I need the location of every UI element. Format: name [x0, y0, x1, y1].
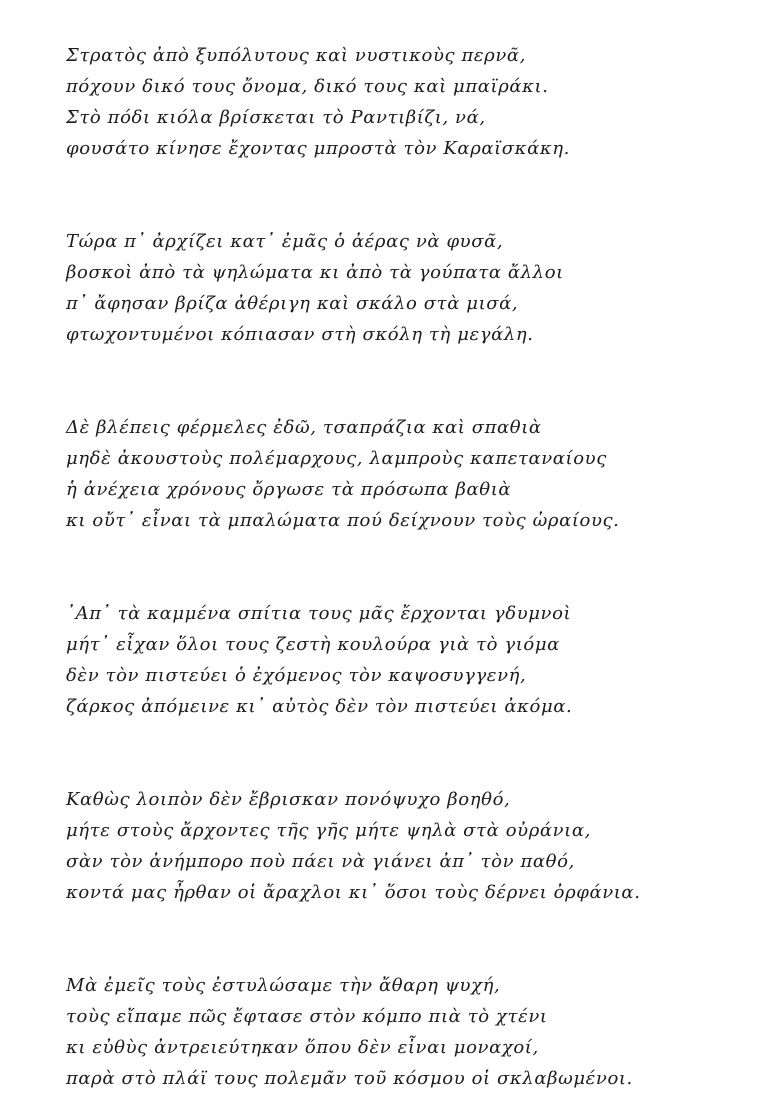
verse-line: δὲν τὸν πιστεύει ὁ ἐχόμενος τὸν καψοσυγγενή,	[66, 665, 527, 686]
verse-line: Στὸ πόδι κιόλα βρίσκεται τὸ Ραντιβίζι, νά,	[66, 107, 486, 128]
verse-line: Στρατὸς ἀπὸ ξυπόλυτους καὶ νυστικοὺς περνᾶ,	[66, 45, 526, 66]
stanza	[66, 970, 746, 1094]
stanza	[66, 784, 746, 908]
verse-line: Μὰ ἐμεῖς τοὺς ἐστυλώσαμε τὴν ἄθαρη ψυχή,	[66, 975, 501, 996]
verse-line: κι οὔτ᾽ εἶναι τὰ μπαλώματα πού δείχνουν τοὺς ὡραίους.	[66, 510, 620, 531]
verse-line: φουσάτο κίνησε ἔχοντας μπροστὰ τὸν Καραϊσκάκη.	[66, 138, 570, 159]
verse-line: Δὲ βλέπεις φέρμελες ἐδῶ, τσαπράζια καὶ σπαθιὰ	[66, 417, 542, 438]
stanza	[66, 226, 746, 350]
verse-line: ζάρκος ἀπόμεινε κι᾽ αὐτὸς δὲν τὸν πιστεύει ἀκόμα.	[66, 696, 573, 717]
verse-line: μηδὲ ἀκουστοὺς πολέμαρχους, λαμπροὺς καπεταναίους	[66, 448, 607, 469]
verse-line: κοντά μας ἦρθαν οἱ ἄραχλοι κι᾽ ὅσοι τοὺς δέρνει ὀρφάνια.	[66, 882, 641, 903]
verse-line: Καθὼς λοιπὸν δὲν ἔβρισκαν πονόψυχο βοηθό,	[66, 789, 511, 810]
verse-line: σὰν τὸν ἀνήμπορο ποὺ πάει νὰ γιάνει ἀπ᾽ τὸν παθό,	[66, 851, 575, 872]
poem-text	[66, 40, 746, 1094]
verse-line: κι εὐθὺς ἀντρειεύτηκαν ὅπου δὲν εἶναι μοναχοί,	[66, 1037, 539, 1058]
verse-line: μήτε στοὺς ἄρχοντες τῆς γῆς μήτε ψηλὰ στὰ οὐράνια,	[66, 820, 591, 841]
stanza	[66, 412, 746, 536]
verse-line: μήτ᾽ εἶχαν ὅλοι τους ζεστὴ κουλούρα γιὰ τὸ γιόμα	[66, 634, 560, 655]
verse-line: παρὰ στὸ πλάϊ τους πολεμᾶν τοῦ κόσμου οἱ σκλαβωμένοι.	[66, 1068, 633, 1089]
verse-line: ἡ ἀνέχεια χρόνους ὄργωσε τὰ πρόσωπα βαθιὰ	[66, 479, 512, 500]
verse-line: φτωχοντυμένοι κόπιασαν στὴ σκόλη τὴ μεγάλη.	[66, 324, 534, 345]
verse-line: π᾽ ἄφησαν βρίζα ἀθέριγη καὶ σκάλο στὰ μισά,	[66, 293, 519, 314]
verse-line: ᾽Απ᾽ τὰ καμμένα σπίτια τους μᾶς ἔρχονται γδυμνοὶ	[66, 603, 572, 624]
stanza	[66, 598, 746, 722]
verse-line: βοσκοὶ ἀπὸ τὰ ψηλώματα κι ἀπὸ τὰ γούπατα ἄλλοι	[66, 262, 564, 283]
stanza	[66, 40, 746, 164]
verse-line: πόχουν δικό τους ὄνομα, δικό τους καὶ μπαϊράκι.	[66, 76, 549, 97]
verse-line: τοὺς εἴπαμε πῶς ἔφτασε στὸν κόμπο πιὰ τὸ χτένι	[66, 1006, 548, 1027]
verse-line: Τώρα π᾽ ἀρχίζει κατ᾽ ἐμᾶς ὁ ἀέρας νὰ φυσᾶ,	[66, 231, 504, 252]
